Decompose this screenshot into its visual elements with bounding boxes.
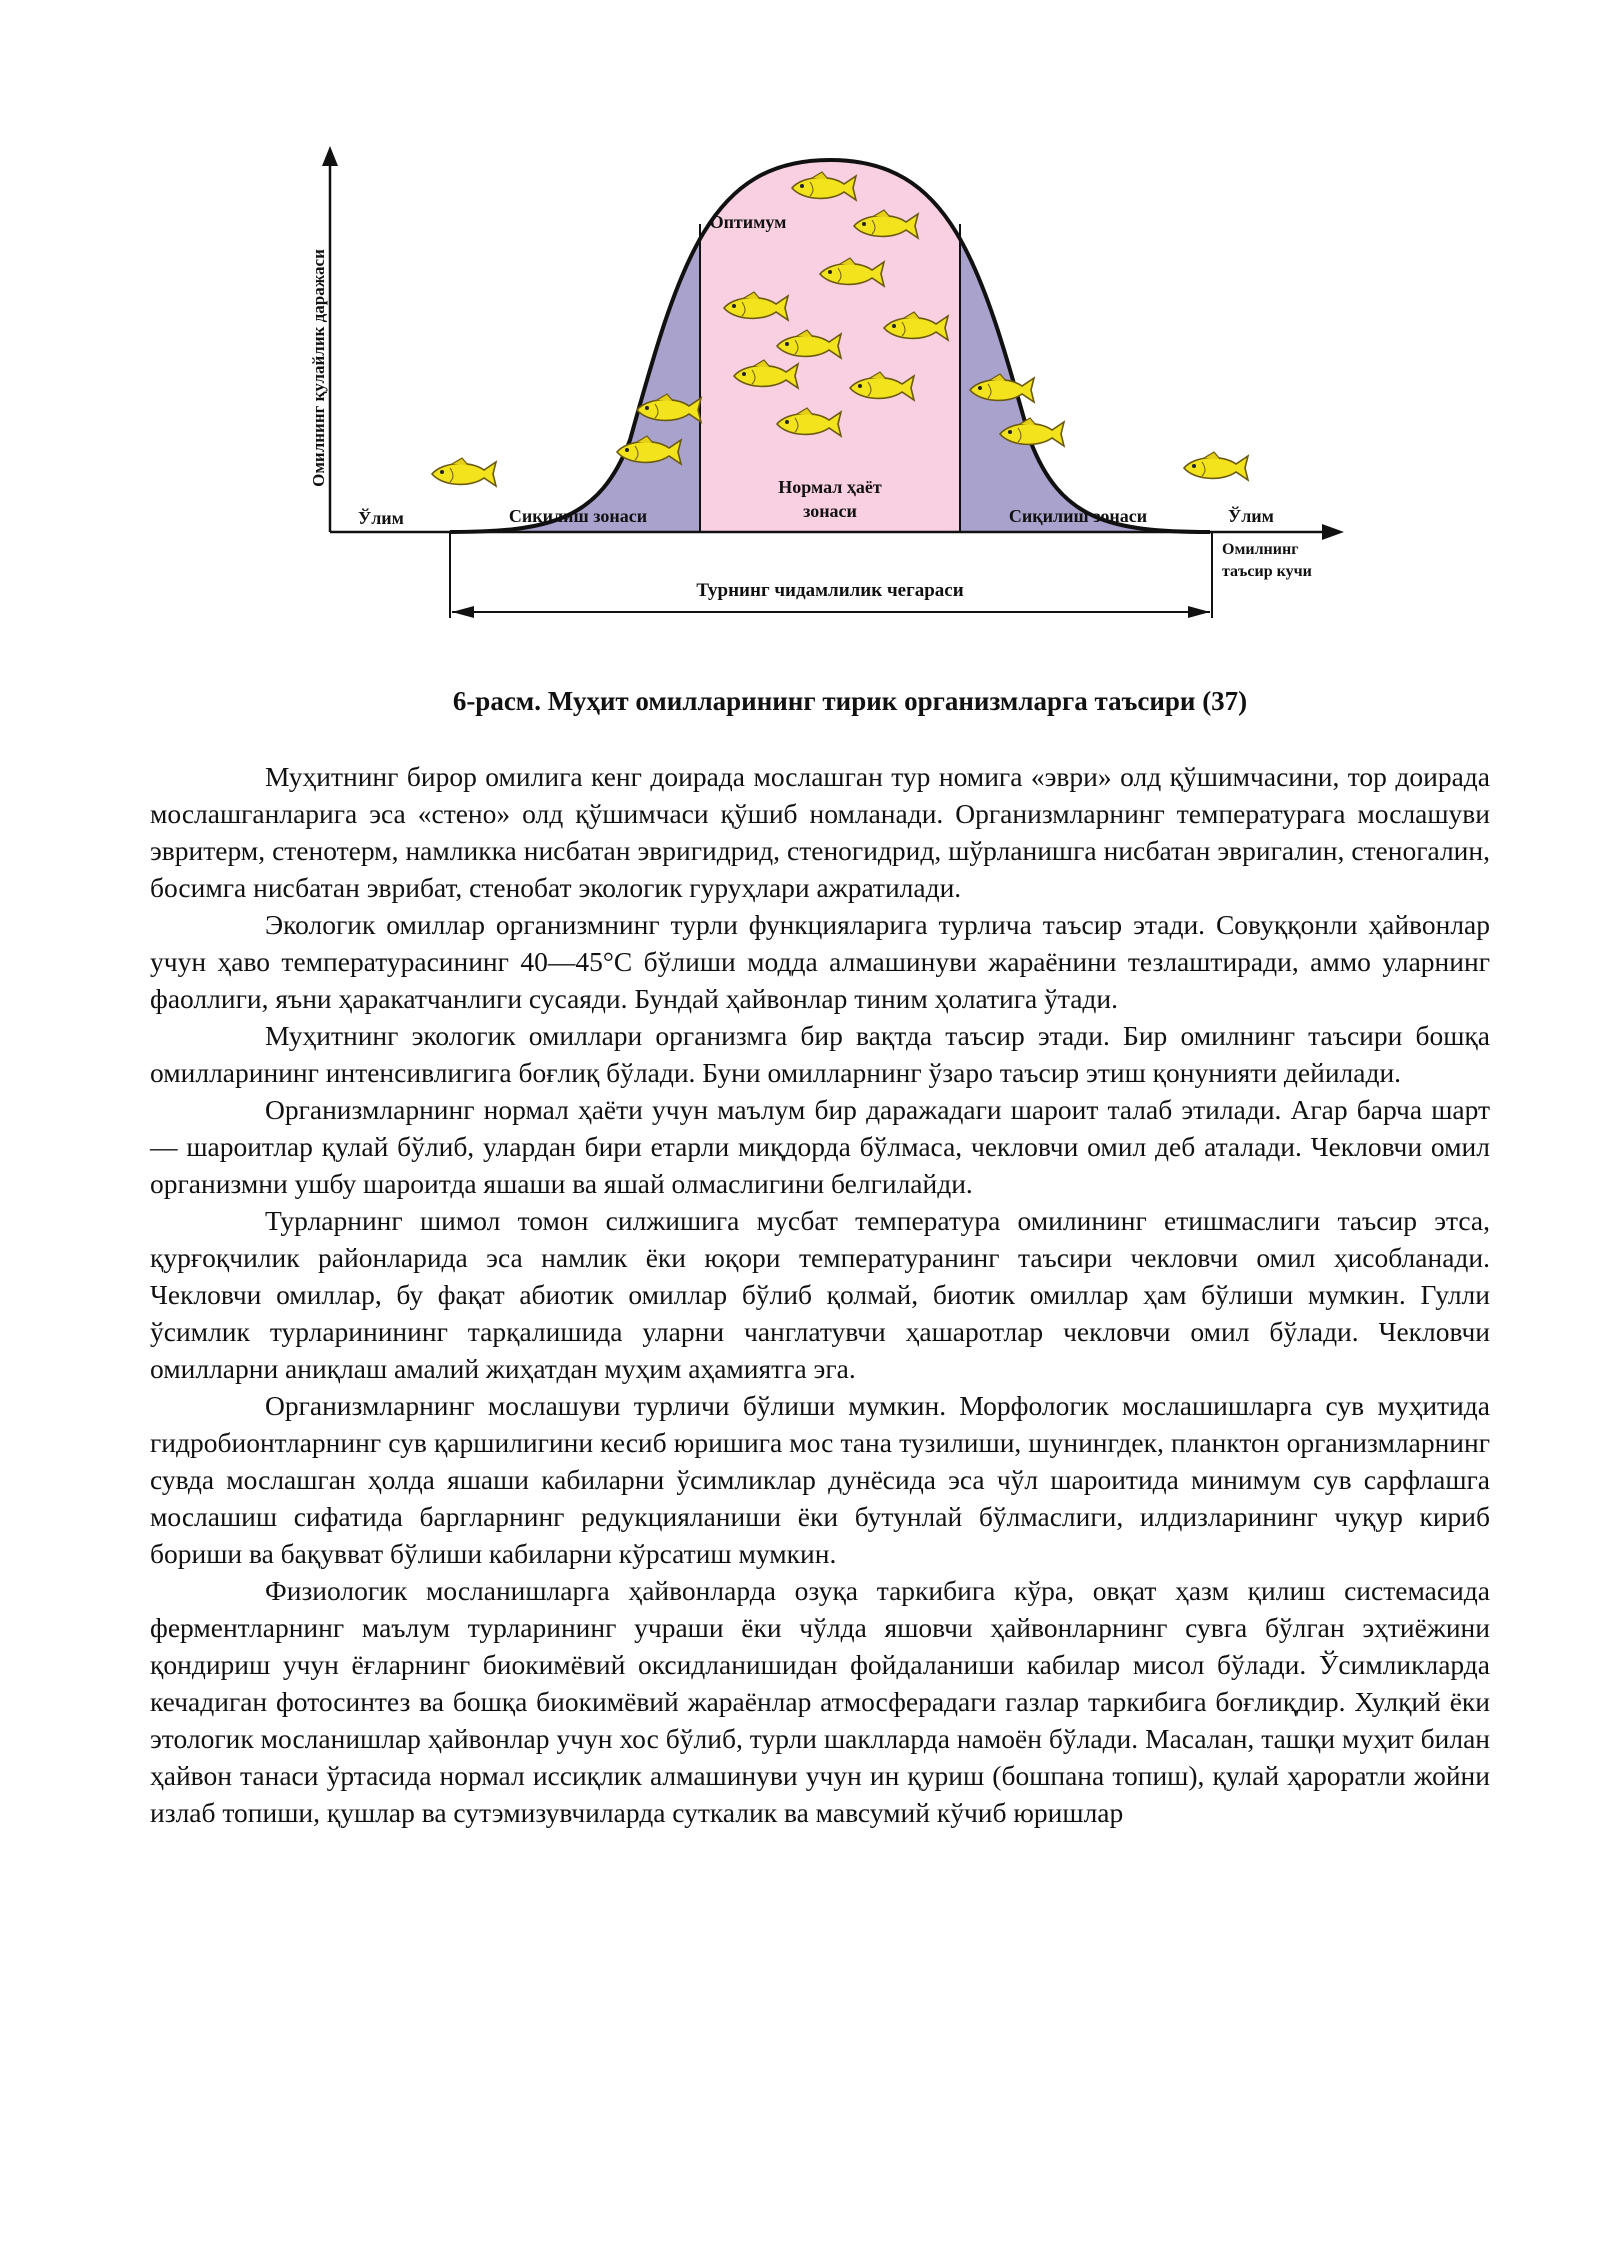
normal-zone-label-line2: зонаси xyxy=(803,501,857,521)
paragraph: Турларнинг шимол томон силжишига мусбат температура омилининг етишмаслиги таъсир этса, қурғоқчилик районларида эса намлик ёки юқори температуранинг таъсири чекловчи омил ҳисобланади. Чекловчи омиллар, бу фақат абиотик омиллар бўлиб қолмай, биотик омиллар ҳам бўлиши мумкин. Гулли ўсимлик турларинининг тарқалишида уларни чанглатувчи ҳашаротлар чекловчи омил бўлади. Чекловчи омилларни аниқлаш амалий жиҳатдан муҳим аҳамиятга эга. xyxy=(150,1205,1490,1384)
stress-zone-left-label: Сиқилиш зонаси xyxy=(508,506,648,526)
tolerance-arrow-right xyxy=(1188,606,1210,618)
x-axis-label-line2: таъсир кучи xyxy=(1222,563,1312,580)
x-axis-arrow xyxy=(1322,524,1344,540)
body-text xyxy=(150,758,1490,1831)
paragraph: Организмларнинг мослашуви турличи бўлиши мумкин. Морфологик мослашишларга сув муҳитида гидробионтларнинг сув қаршилигини кесиб юришига мос тана тузилиши, шунингдек, планктон организмларнинг сувда мослашган ҳолда яшаши кабиларни ўсимликлар дунёсида эса чўл шароитида минимум сув сарфлашга мослашиш сифатида баргларнинг редукцияланиши ёки бутунлай бўлмаслиги, илдизларининг чуқур кириб бориши ва бақувват бўлиши кабиларни кўрсатиш мумкин. xyxy=(150,1390,1490,1569)
tolerance-arrow-left xyxy=(452,606,474,618)
y-axis-label: Омилнинг қулайлик даражаси xyxy=(309,249,328,487)
death-left-label: Ўлим xyxy=(358,508,404,528)
paragraph: Муҳитнинг экологик омиллари организмга бир вақтда таъсир этади. Бир омилнинг таъсири бошқа омилларининг интенсивлигига боғлиқ бўлади. Буни омилларнинг ўзаро таъсир этиш қонунияти дейилади. xyxy=(150,1020,1490,1088)
paragraph: Физиологик мосланишларга ҳайвонларда озуқа таркибига кўра, овқат ҳазм қилиш системасида ферментларнинг маълум турларининг учраши ёки чўлда яшовчи ҳайвонларнинг сувга бўлган эҳтиёжини қондириш учун ёғларнинг биокимёвий оксидланишидан фойдаланиши кабилар мисол бўлади. Ўсимликларда кечадиган фотосинтез ва бошқа биокимёвий жараёнлар атмосферадаги газлар таркибига боғлиқдир. Хулқий ёки этологик мосланишлар ҳайвонлар учун хос бўлиб, турли шаклларда намоён бўлади. Масалан, ташқи муҳит билан ҳайвон танаси ўртасида нормал иссиқлик алмашинуви учун ин қуриш (бошпана топиш), қулай ҳароратли жойни излаб топиши, қушлар ва сутэмизувчиларда суткалик ва мавсумий кўчиб юришлар xyxy=(150,1575,1490,1828)
x-axis-label-line1: Омилнинг xyxy=(1222,541,1299,558)
paragraph: Муҳитнинг бирор омилига кенг доирада мослашган тур номига «эври» олд қўшимчасини, тор доирада мослашганларига эса «стено» олд қўшимчаси қўшиб номланади. Организмларнинг температурага мослашуви эвритерм, стенотерм, намликка нисбатан эвригидрид, стеногидрид, шўрланишга нисбатан эвригалин, стеногалин, босимга нисбатан эврибат, стенобат экологик гуруҳлари ажратилади. xyxy=(150,761,1490,903)
stress-zone-right-label: Сиқилиш зонаси xyxy=(1008,506,1148,526)
fish-icon xyxy=(432,458,496,486)
paragraph: Организмларнинг нормал ҳаёти учун маълум бир даражадаги шароит талаб этилади. Агар барча шарт — шароитлар қулай бўлиб, улардан бири етарли миқдорда бўлмаса, чекловчи омил деб аталади. Чекловчи омил организмни ушбу шароитда яшаши ва яшай олмаслигини белгилайди. xyxy=(150,1094,1490,1199)
paragraph: Экологик омиллар организмнинг турли функцияларига турлича таъсир этади. Совуққонли ҳайвонлар учун ҳаво температурасининг 40—45°С бўлиши модда алмашинуви жараёнини тезлаштиради, аммо уларнинг фаоллиги, яъни ҳаракатчанлиги сусаяди. Бундай ҳайвонлар тиним ҳолатига ўтади. xyxy=(150,909,1490,1014)
optimum-label: Оптимум xyxy=(709,212,787,232)
tolerance-range-label: Турнинг чидамлилик чегараси xyxy=(696,580,964,601)
tolerance-curve-figure xyxy=(300,140,1360,640)
y-axis-arrow xyxy=(322,146,338,166)
fish-icon xyxy=(1184,452,1248,480)
figure-caption: 6-расм. Муҳит омилларининг тирик организмларга таъсири (37) xyxy=(452,686,1248,716)
death-right-label: Ўлим xyxy=(1228,506,1274,526)
normal-zone-label-line1: Нормал ҳаёт xyxy=(778,477,882,497)
